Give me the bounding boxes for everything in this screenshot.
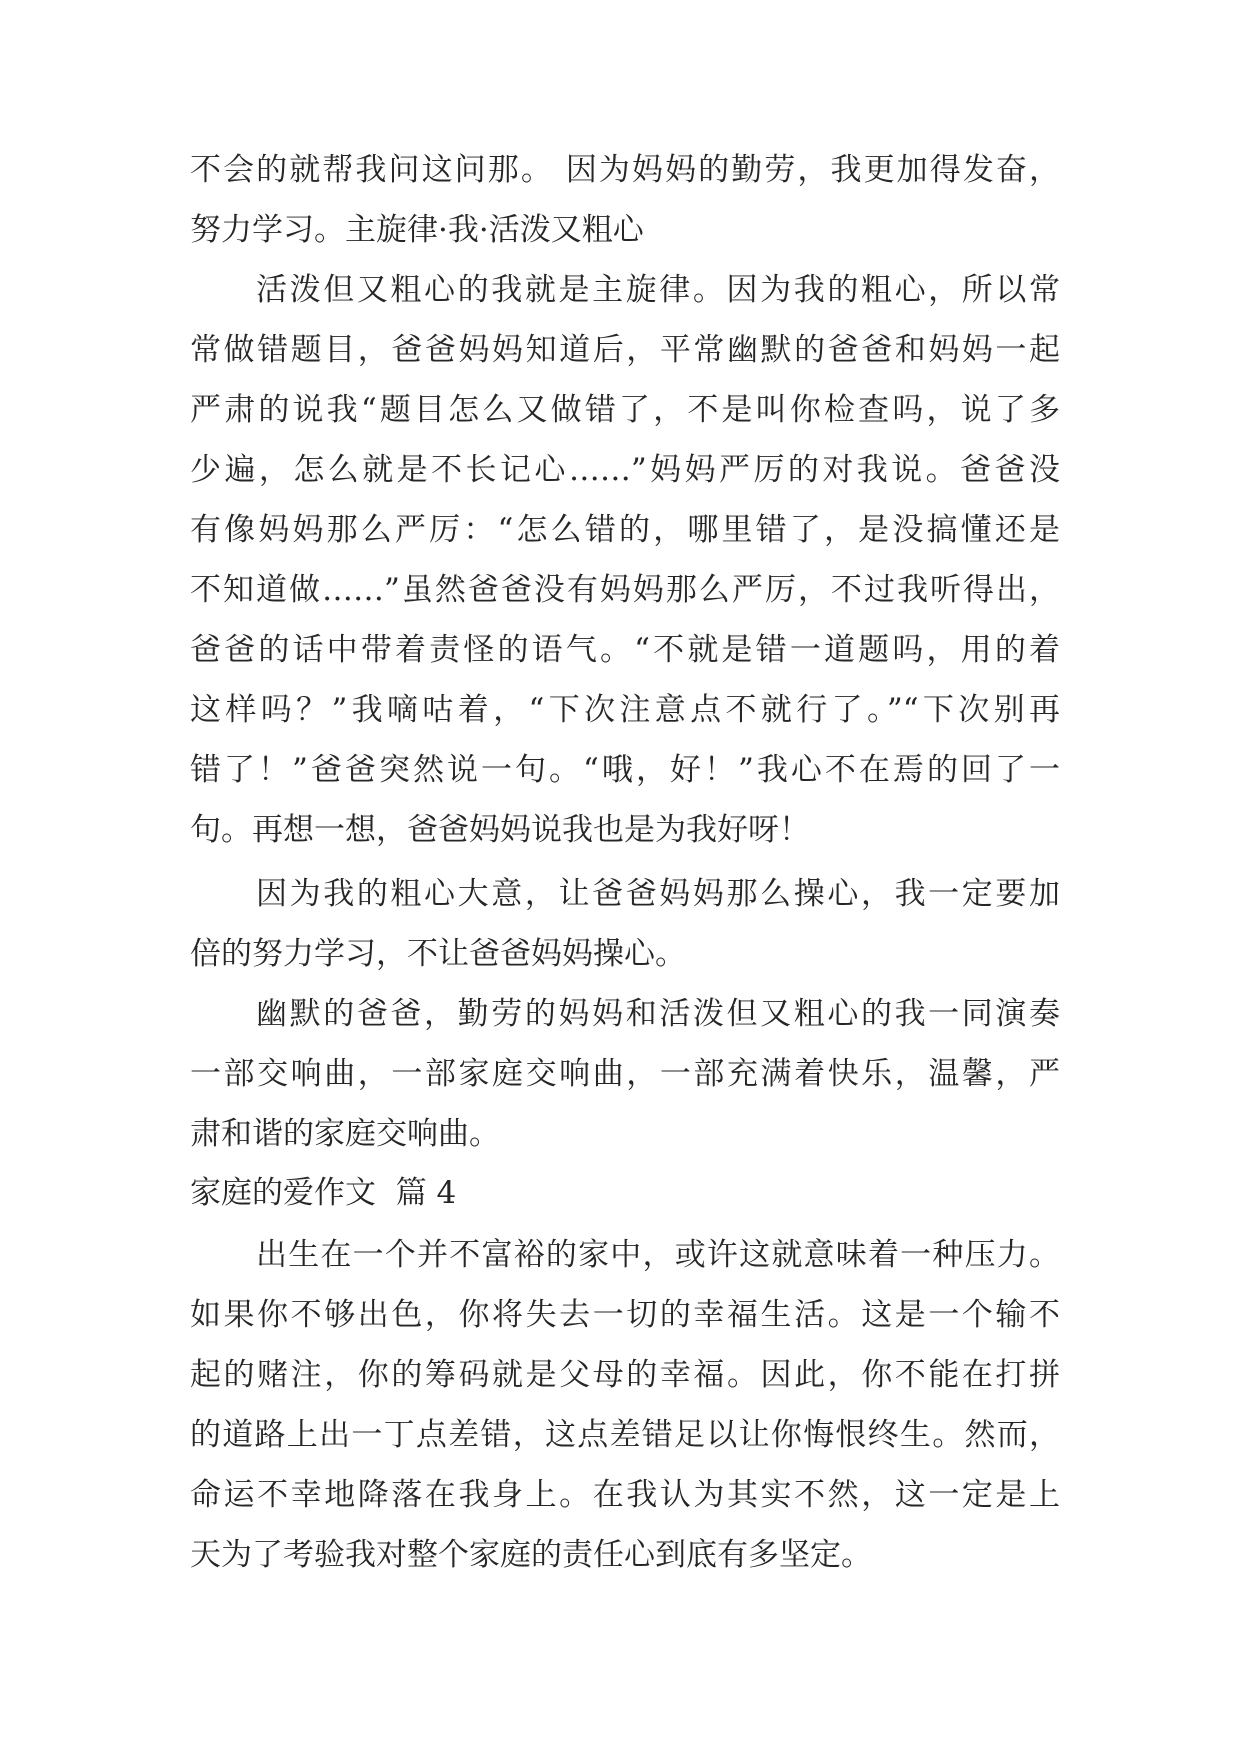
paragraph-first-line: 出生在一个并不富裕的家中，或许这就意味着一种压力。 [256,1237,1060,1273]
text-line: 命运不幸地降落在我身上。在我认为其实不然，这一定是上 [190,1477,1060,1513]
text-line: 常做错题目，爸爸妈妈知道后，平常幽默的爸爸和妈妈一起 [190,332,1060,368]
text-line: 肃和谐的家庭交响曲。 [190,1116,500,1152]
text-line: 努力学习。主旋律·我·活泼又粗心 [190,212,644,248]
text-line: 句。再想一想，爸爸妈妈说我也是为我好呀！ [190,812,810,848]
text-line: 爸爸的话中带着责怪的语气。“不就是错一道题吗，用的着 [190,632,1060,668]
text-line: 不会的就帮我问这问那。 因为妈妈的勤劳，我更加得发奋， [190,152,1060,188]
text-line: 天为了考验我对整个家庭的责任心到底有多坚定。 [190,1537,872,1573]
text-line: 起的赌注，你的筹码就是父母的幸福。因此，你不能在打拼 [190,1357,1060,1393]
paragraph-first-line: 幽默的爸爸，勤劳的妈妈和活泼但又粗心的我一同演奏 [256,996,1060,1032]
paragraph-first-line: 因为我的粗心大意，让爸爸妈妈那么操心，我一定要加 [256,876,1060,912]
section-heading: 家庭的爱作文 篇 4 [190,1175,457,1211]
text-line: 有像妈妈那么严厉：“怎么错的，哪里错了，是没搞懂还是 [190,512,1060,548]
text-line: 少遍，怎么就是不长记心……”妈妈严厉的对我说。爸爸没 [190,452,1060,488]
text-line: 倍的努力学习，不让爸爸妈妈操心。 [190,936,686,972]
text-line: 严肃的说我“题目怎么又做错了，不是叫你检查吗，说了多 [190,392,1060,428]
text-line: 如果你不够出色，你将失去一切的幸福生活。这是一个输不 [190,1297,1060,1333]
text-line: 不知道做……”虽然爸爸没有妈妈那么严厉，不过我听得出， [190,572,1060,608]
paragraph-first-line: 活泼但又粗心的我就是主旋律。因为我的粗心，所以常 [256,272,1060,308]
text-line: 错了！”爸爸突然说一句。“哦，好！”我心不在焉的回了一 [190,752,1060,788]
text-line: 这样吗？”我嘀咕着，“下次注意点不就行了。”“下次别再 [190,692,1060,728]
text-line: 一部交响曲，一部家庭交响曲，一部充满着快乐，温馨，严 [190,1056,1060,1092]
text-line: 的道路上出一丁点差错，这点差错足以让你悔恨终生。然而， [190,1417,1060,1453]
